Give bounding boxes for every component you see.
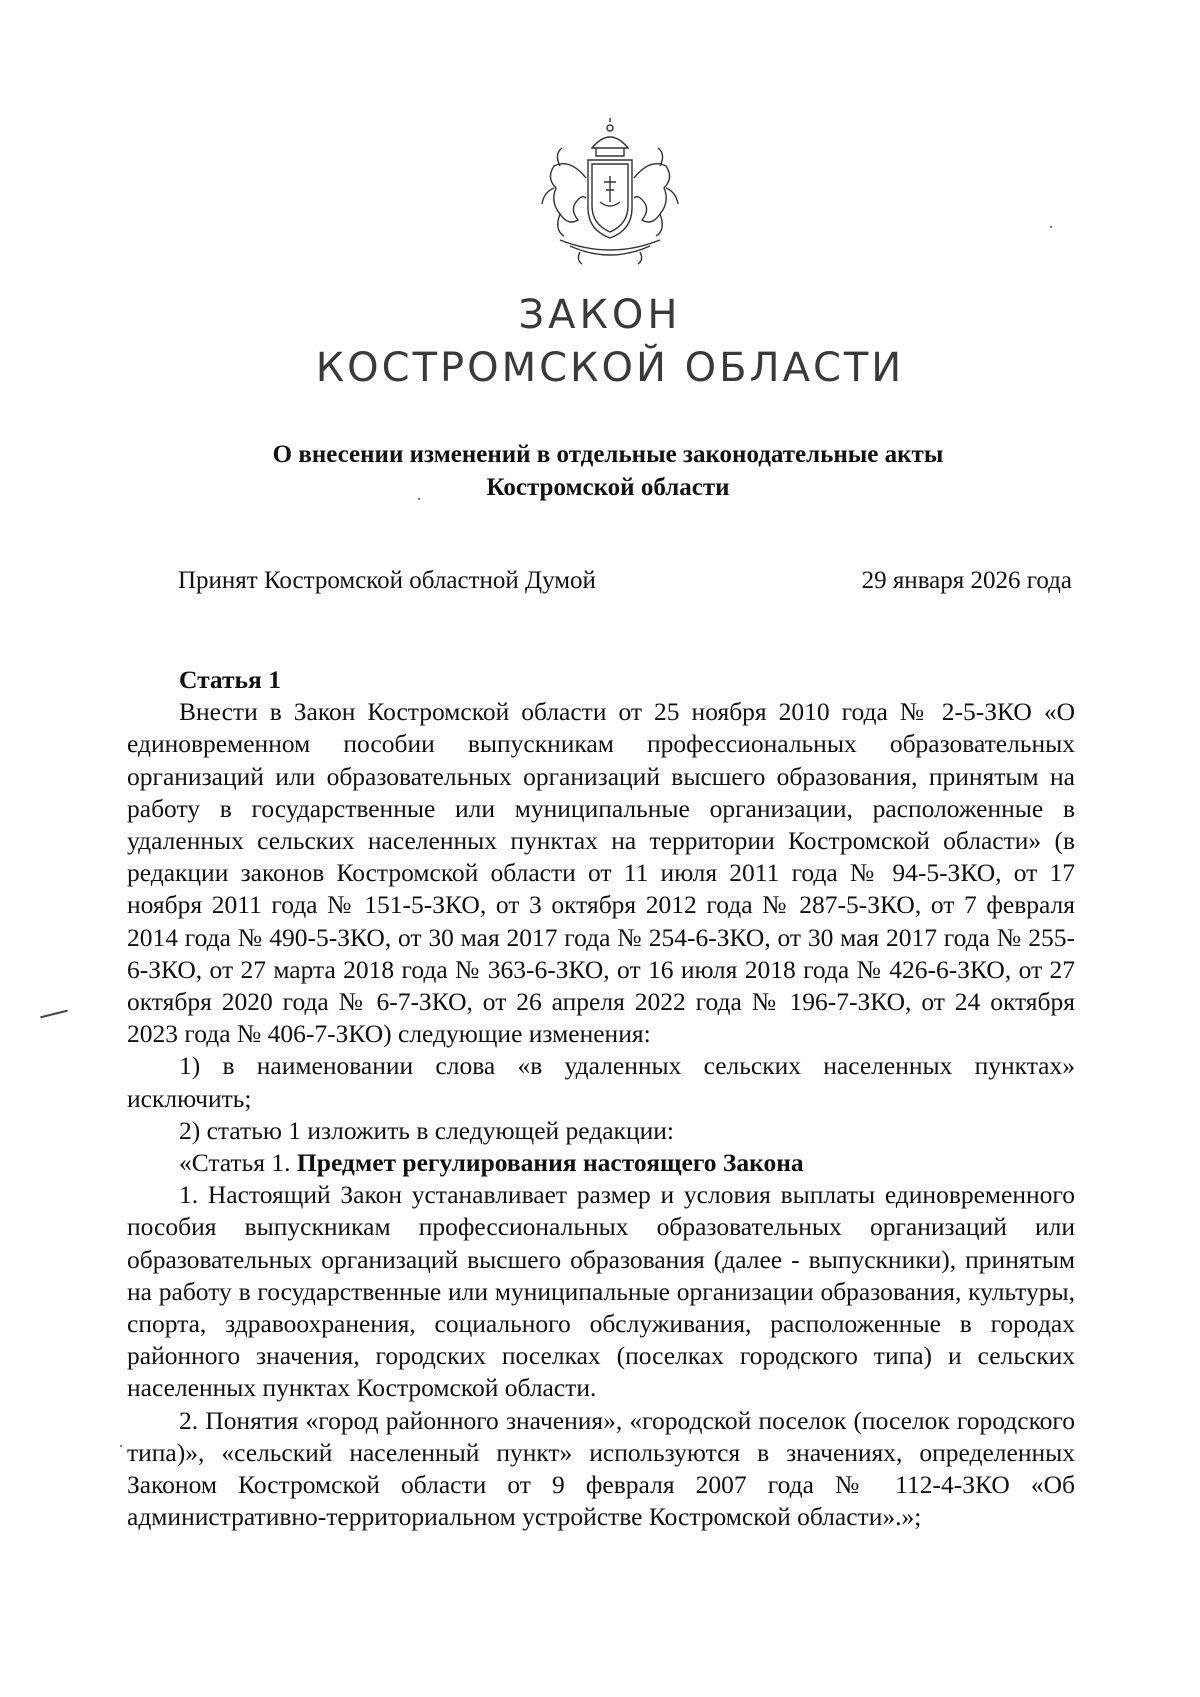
scan-speck xyxy=(1050,226,1052,228)
law-label: ЗАКОН xyxy=(518,292,682,338)
region-label: КОСТРОМСКОЙ ОБЛАСТИ xyxy=(315,345,905,391)
new-article-prefix: «Статья 1. xyxy=(179,1148,297,1178)
adoption-date: 29 января 2026 года xyxy=(861,567,1072,594)
new-article-point-1: 1. Настоящий Закон устанавливает размер и условия выплаты единовременного пособия выпускникам профессиональных образовательных организаций или образовательных организаций высшего образования (далее - выпускники), принятым на работу в государственные или муниципальные организации образования, культуры, спорта, здравоохранения, социального обслуживания, расположенные в городах районного значения, городских поселках (поселках городского типа) и сельских населенных пунктах Костромской области. xyxy=(127,1180,1075,1403)
article-body xyxy=(127,664,1075,1533)
article-heading: Статья 1 xyxy=(179,665,281,694)
document-title-line1: О внесении изменений в отдельные законодательные акты xyxy=(272,441,944,468)
new-article-title: Предмет регулирования настоящего Закона xyxy=(296,1148,804,1178)
adopted-by: Принят Костромской областной Думой xyxy=(178,567,596,594)
scan-speck xyxy=(418,498,420,500)
amendment-item-2: 2) статью 1 изложить в следующей редакции: xyxy=(179,1115,674,1145)
amendment-item-1: 1) в наименовании слова «в удаленных сельских населенных пунктах» исключить; xyxy=(127,1051,1075,1113)
coat-of-arms-emblem xyxy=(520,118,700,268)
new-article-point-2: 2. Понятия «город районного значения», «городской поселок (поселок городского типа)», «сельский населенный пункт» используются в значениях, определенных Законом Костромской области от 9 февраля 2007 года № 112-4-ЗКО «Об административно-территориальном устройстве Костромской области».»; xyxy=(127,1405,1075,1532)
document-title-line2: Костромской области xyxy=(486,474,730,501)
article-intro-paragraph: Внести в Закон Костромской области от 25 ноября 2010 года № 2-5-ЗКО «О единовременном пособии выпускникам профессиональных образовательных организаций или образовательных организаций высшего образования, принятым на работу в государственные или муниципальные организации, расположенные в удаленных сельских населенных пунктах на территории Костромской области» (в редакции законов Костромской области от 11 июля 2011 года № 94-5-ЗКО, от 17 ноября 2011 года № 151-5-ЗКО, от 3 октября 2012 года № 287-5-ЗКО, от 7 февраля 2014 года № 490-5-ЗКО, от 30 мая 2017 года № 254-6-ЗКО, от 30 мая 2017 года № 255-6-ЗКО, от 27 марта 2018 года № 363-6-ЗКО, от 16 июля 2018 года № 426-6-ЗКО, от 27 октября 2020 года № 6-7-ЗКО, от 26 апреля 2022 года № 196-7-ЗКО, от 24 октября 2023 года № 406-7-ЗКО) следующие изменения: xyxy=(127,697,1075,1049)
new-article-heading xyxy=(127,1147,1075,1179)
margin-pen-mark xyxy=(40,1010,68,1019)
scan-speck xyxy=(120,1445,122,1447)
